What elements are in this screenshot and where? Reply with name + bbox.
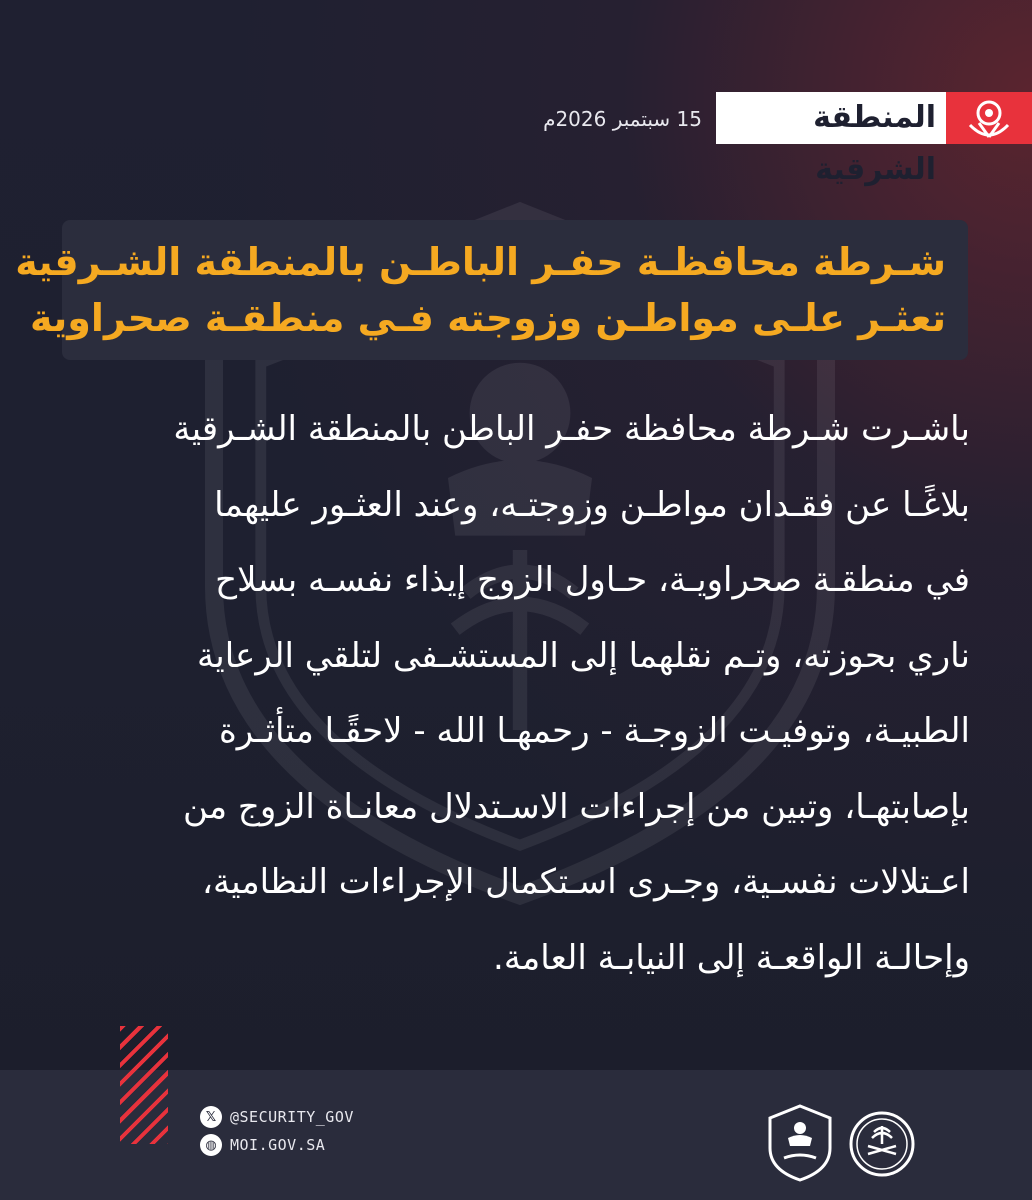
public-security-logo <box>766 1104 834 1182</box>
region-name: المنطقة الشرقية <box>813 100 936 187</box>
body-line: بلاغًـا عن فقـدان مواطـن وزوجتـه، وعند العثـور عليهما <box>214 484 970 525</box>
body-line: بإصابتهـا، وتبين من إجراءات الاسـتدلال معانـاة الزوج من <box>183 786 970 827</box>
x-handle: @SECURITY_GOV <box>230 1108 354 1126</box>
body-line: وإحالـة الواقعـة إلى النيابـة العامة. <box>493 937 970 978</box>
body-line: اعـتلالات نفسـية، وجـرى اسـتكمال الإجراءات النظامية، <box>201 862 970 902</box>
region-badge <box>716 92 1032 187</box>
location-pin-icon <box>946 92 1032 144</box>
headline-line: تعثـر علـى مواطـن وزوجته فـي منطقـة صحراوية <box>29 296 946 340</box>
body-line: في منطقـة صحراويـة، حـاول الزوج إيذاء نفسـه بسلاح <box>215 560 970 600</box>
body-line: الطبيـة، وتوفيـت الزوجـة - رحمهـا الله - لاحقًـا متأثـرة <box>218 711 970 751</box>
post-date: 15 سبتمبر 2026م <box>543 107 702 131</box>
headline-box <box>15 220 968 360</box>
globe-icon: ◍ <box>200 1134 222 1156</box>
website-link[interactable] <box>200 1134 354 1156</box>
article-body <box>70 392 970 996</box>
social-links <box>200 1106 354 1156</box>
x-icon: 𝕏 <box>200 1106 222 1128</box>
website-url: MOI.GOV.SA <box>230 1136 326 1154</box>
body-line: ناري بحوزته، وتـم نقلهما إلى المستشـفى لتلقي الرعاية <box>197 635 970 676</box>
headline-line: شـرطة محافظـة حفـر الباطـن بالمنطقة الشـرقية <box>15 240 946 284</box>
body-line: باشـرت شـرطة محافظة حفـر الباطن بالمنطقة الشـرقية <box>173 409 970 449</box>
x-handle-link[interactable] <box>200 1106 354 1128</box>
ministry-of-interior-logo <box>848 1104 916 1182</box>
decorative-stripes <box>120 1026 168 1144</box>
